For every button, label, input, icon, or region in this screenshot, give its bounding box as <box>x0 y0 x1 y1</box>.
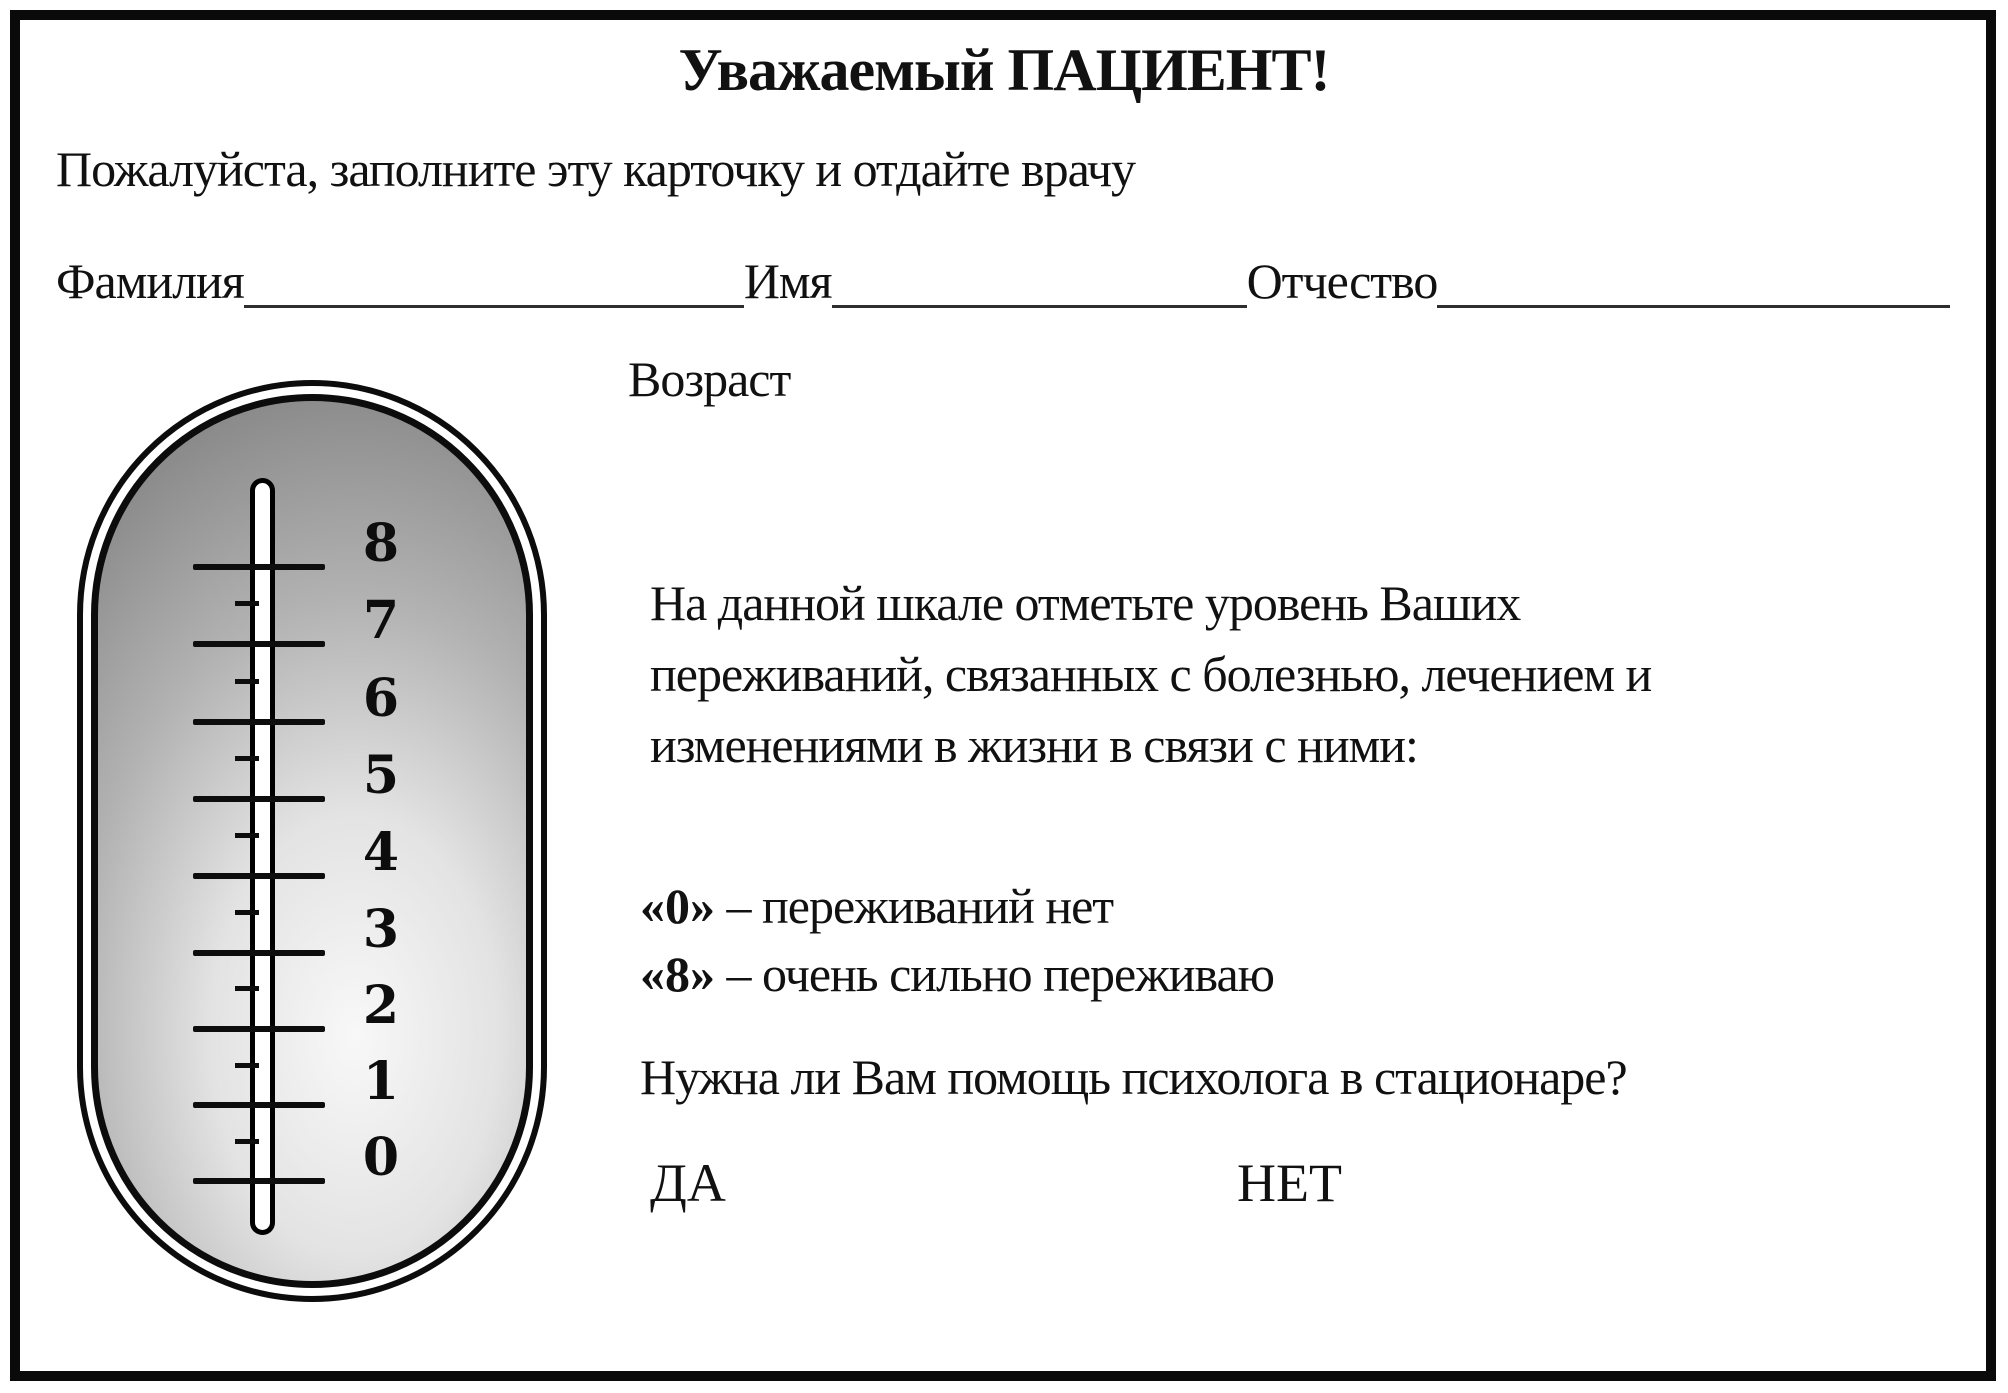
scale-instruction <box>650 568 1960 781</box>
age-label: Возраст <box>628 351 791 407</box>
last-name-label: Фамилия <box>56 253 244 309</box>
scale-minor-tick <box>235 833 259 838</box>
page-title: Уважаемый ПАЦИЕНТ! <box>678 37 1330 103</box>
scale-minor-tick <box>235 756 259 761</box>
scale-number-1: 1 <box>362 1051 400 1112</box>
scale-minor-tick <box>235 1063 259 1068</box>
instruction-line-3: изменениями в жизни в связи с ними: <box>650 717 1418 773</box>
scale-minor-tick <box>235 986 259 991</box>
thermometer-tube <box>250 478 275 1235</box>
scale-minor-tick <box>235 910 259 915</box>
scale-number-0: 0 <box>362 1127 400 1188</box>
last-name-input-line[interactable] <box>244 305 744 308</box>
first-name-input-line[interactable] <box>832 305 1247 308</box>
scale-tick-8[interactable] <box>193 564 325 570</box>
intro-text: Пожалуйста, заполните эту карточку и отдайте врачу <box>56 141 1136 197</box>
legend-line-0 <box>640 872 1274 940</box>
scale-number-5: 5 <box>362 745 400 806</box>
patronymic-input-line[interactable] <box>1437 305 1950 308</box>
scale-minor-tick <box>235 679 259 684</box>
scale-number-4: 4 <box>362 822 400 883</box>
scale-tick-6[interactable] <box>193 719 325 725</box>
scale-number-8: 8 <box>362 513 400 574</box>
scale-number-2: 2 <box>362 975 400 1036</box>
legend-key-8: «8» <box>640 946 715 1002</box>
psychologist-question: Нужна ли Вам помощь психолога в стационаре? <box>640 1049 1627 1105</box>
legend-text-0: – переживаний нет <box>715 878 1114 934</box>
scale-minor-tick <box>235 601 259 606</box>
scale-number-7: 7 <box>362 590 400 651</box>
legend-text-8: – очень сильно переживаю <box>715 946 1275 1002</box>
distress-thermometer[interactable] <box>77 380 547 1302</box>
scale-number-6: 6 <box>362 668 400 729</box>
scale-tick-7[interactable] <box>193 641 325 647</box>
legend-line-8 <box>640 940 1274 1008</box>
scale-number-3: 3 <box>362 899 400 960</box>
scale-tick-1[interactable] <box>193 1102 325 1108</box>
legend-key-0: «0» <box>640 878 715 934</box>
scale-tick-3[interactable] <box>193 950 325 956</box>
scale-tick-5[interactable] <box>193 796 325 802</box>
instruction-line-1: На данной шкале отметьте уровень Ваших <box>650 575 1521 631</box>
scale-tick-0[interactable] <box>193 1178 325 1184</box>
answer-no[interactable]: НЕТ <box>1237 1153 1342 1213</box>
instruction-line-2: переживаний, связанных с болезнью, лечением и <box>650 646 1652 702</box>
scale-tick-2[interactable] <box>193 1026 325 1032</box>
scale-legend <box>640 872 1274 1008</box>
name-fields-row <box>56 248 1950 310</box>
scale-tick-4[interactable] <box>193 873 325 879</box>
scale-minor-tick <box>235 1139 259 1144</box>
patronymic-label: Отчество <box>1246 253 1438 309</box>
thermometer-body <box>91 394 533 1288</box>
answer-yes[interactable]: ДА <box>650 1153 726 1213</box>
first-name-label: Имя <box>743 253 832 309</box>
